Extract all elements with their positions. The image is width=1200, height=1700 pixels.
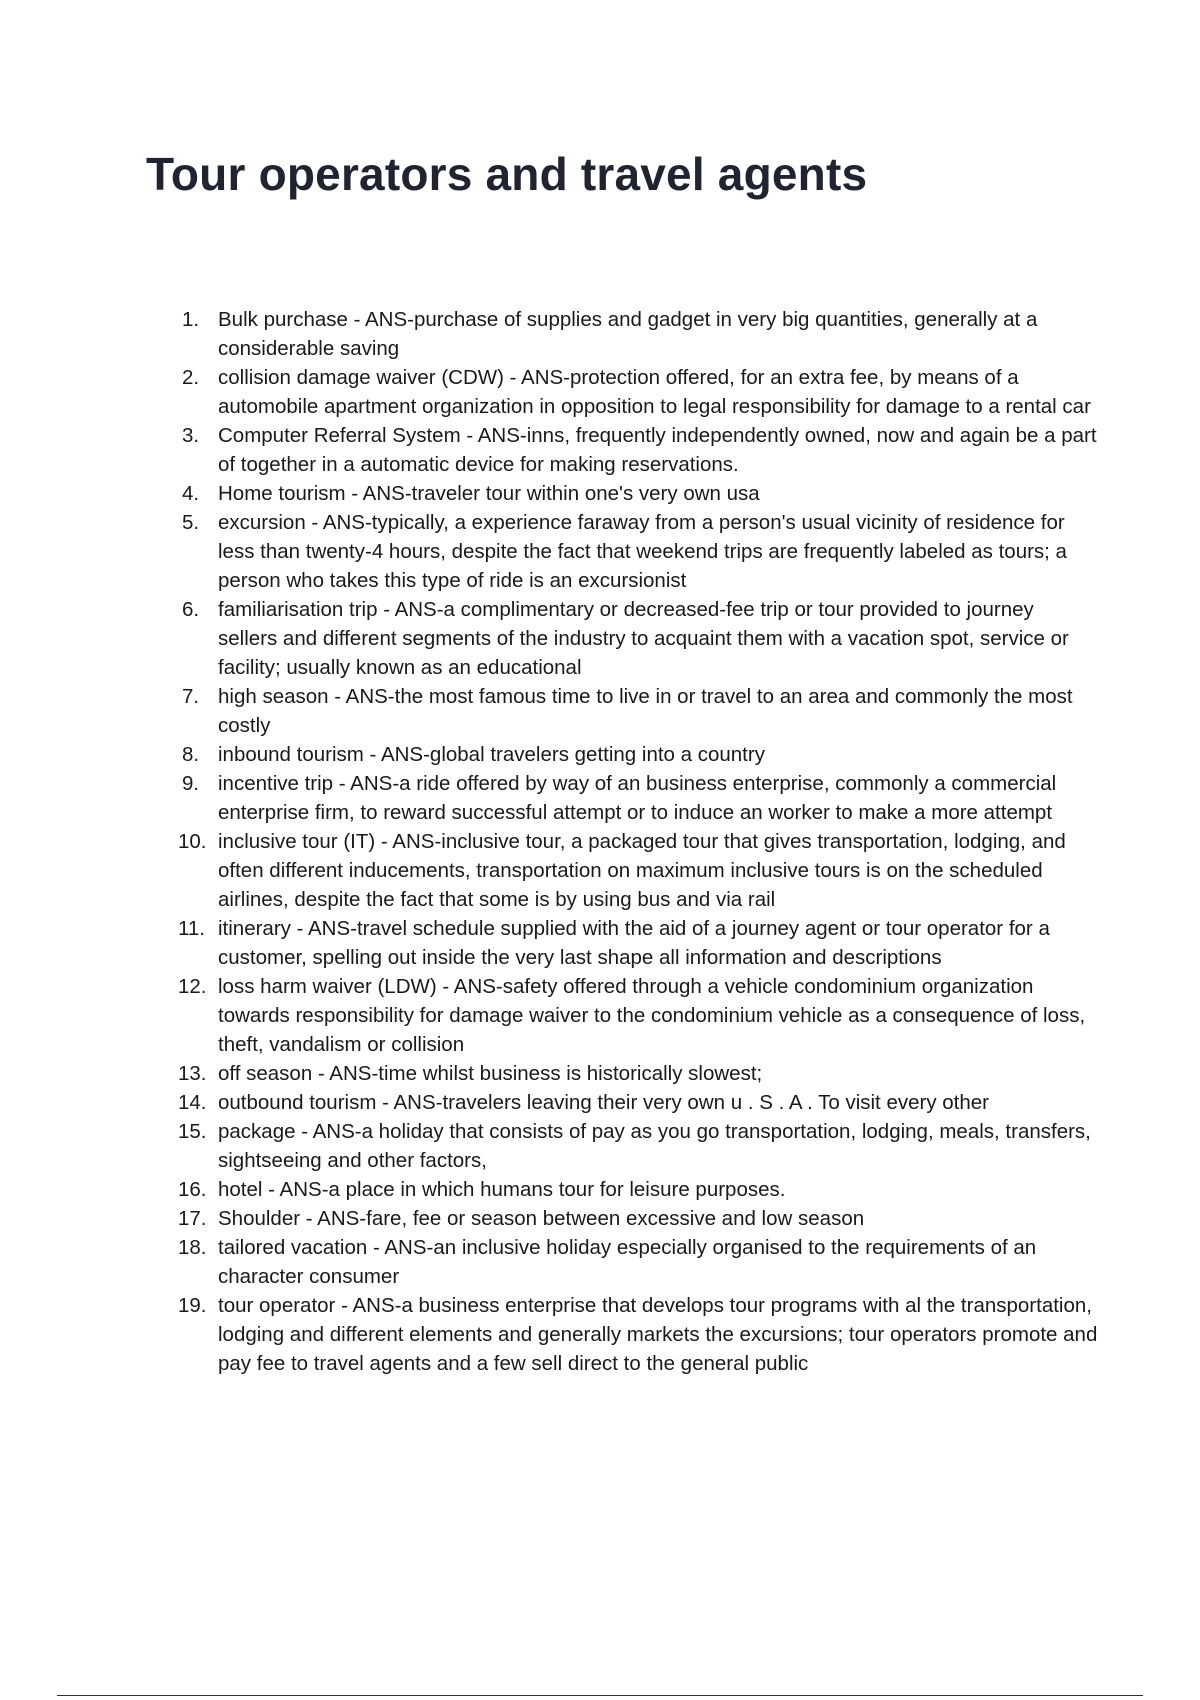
- list-item: [178, 508, 1098, 595]
- list-item: [178, 769, 1098, 827]
- list-item-text: Bulk purchase - ANS-purchase of supplies and gadget in very big quantities, generally at a considerable saving: [218, 308, 1038, 360]
- list-item-text: Shoulder - ANS-fare, fee or season between excessive and low season: [218, 1207, 865, 1230]
- list-item-number: 3.: [182, 424, 200, 447]
- list-item: [178, 682, 1098, 740]
- list-item-number: 9.: [182, 772, 200, 795]
- page-title: Tour operators and travel agents: [146, 148, 868, 200]
- list-item-number: 16.: [178, 1178, 207, 1201]
- list-item-number: 2.: [182, 366, 200, 389]
- list-item: [178, 827, 1098, 914]
- list-item-number: 17.: [178, 1207, 207, 1230]
- list-item-text: incentive trip - ANS-a ride offered by way of an business enterprise, commonly a commercial enterprise firm, to reward successful attempt or to induce an worker to make a more attempt: [218, 772, 1057, 824]
- list-item-text: excursion - ANS-typically, a experience faraway from a person's usual vicinity of residence for less than twenty-4 hours, despite the fact that weekend trips are frequently labeled as tours; a person who takes this type of ride is an excursionist: [218, 511, 1067, 592]
- list-item-text: inclusive tour (IT) - ANS-inclusive tour, a packaged tour that gives transportation, lodging, and often different inducements, transportation on maximum inclusive tours is on the scheduled airlines, despite the fact that some is by using bus and via rail: [218, 830, 1066, 911]
- footer-divider: [57, 1695, 1143, 1696]
- list-item: [178, 740, 1098, 769]
- list-item-text: collision damage waiver (CDW) - ANS-protection offered, for an extra fee, by means of a automobile apartment organization in opposition to legal responsibility for damage to a rental car: [218, 366, 1091, 418]
- list-item-text: tailored vacation - ANS-an inclusive holiday especially organised to the requirements of an character consumer: [218, 1236, 1037, 1288]
- definitions-list: [178, 305, 1098, 1378]
- list-item-text: inbound tourism - ANS-global travelers getting into a country: [218, 743, 765, 766]
- list-item-text: hotel - ANS-a place in which humans tour for leisure purposes.: [218, 1178, 786, 1201]
- list-item-text: tour operator - ANS-a business enterprise that develops tour programs with al the transportation, lodging and different elements and generally markets the excursions; tour operators promote and pay fee to travel agents and a few sell direct to the general public: [218, 1294, 1098, 1375]
- list-item-number: 1.: [182, 308, 200, 331]
- list-item-number: 11.: [178, 917, 205, 940]
- list-item-number: 6.: [182, 598, 200, 621]
- list-item: [178, 595, 1098, 682]
- list-item-number: 13.: [178, 1062, 207, 1085]
- list-item: [178, 305, 1098, 363]
- list-item-number: 15.: [178, 1120, 207, 1143]
- list-item-text: itinerary - ANS-travel schedule supplied with the aid of a journey agent or tour operator for a customer, spelling out inside the very last shape all information and descriptions: [218, 917, 1050, 969]
- list-item-text: off season - ANS-time whilst business is historically slowest;: [218, 1062, 763, 1085]
- list-item: [178, 1204, 1098, 1233]
- list-item: [178, 972, 1098, 1059]
- list-item: [178, 1117, 1098, 1175]
- list-item-number: 19.: [178, 1294, 207, 1317]
- list-item: [178, 1088, 1098, 1117]
- list-item-number: 10.: [178, 830, 207, 853]
- list-item-number: 7.: [182, 685, 200, 708]
- list-item-number: 8.: [182, 743, 200, 766]
- list-item-text: Computer Referral System - ANS-inns, frequently independently owned, now and again be a part of together in a automatic device for making reservations.: [218, 424, 1097, 476]
- list-item-text: familiarisation trip - ANS-a complimentary or decreased-fee trip or tour provided to journey sellers and different segments of the industry to acquaint them with a vacation spot, service or facility; usually known as an educational: [218, 598, 1069, 679]
- list-item-text: Home tourism - ANS-traveler tour within one's very own usa: [218, 482, 760, 505]
- list-item: [178, 479, 1098, 508]
- list-item: [178, 1175, 1098, 1204]
- list-item: [178, 914, 1098, 972]
- list-item: [178, 1291, 1098, 1378]
- list-item-text: loss harm waiver (LDW) - ANS-safety offered through a vehicle condominium organization towards responsibility for damage waiver to the condominium vehicle as a consequence of loss, theft, vandalism or collision: [218, 975, 1086, 1056]
- list-item-number: 14.: [178, 1091, 207, 1114]
- list-item-text: outbound tourism - ANS-travelers leaving their very own u . S . A . To visit every other: [218, 1091, 990, 1114]
- list-item-text: package - ANS-a holiday that consists of pay as you go transportation, lodging, meals, transfers, sightseeing and other factors,: [218, 1120, 1091, 1172]
- list-item-text: high season - ANS-the most famous time to live in or travel to an area and commonly the most costly: [218, 685, 1073, 737]
- list-item-number: 12.: [178, 975, 207, 998]
- list-item-number: 18.: [178, 1236, 207, 1259]
- list-item: [178, 363, 1098, 421]
- list-item: [178, 1233, 1098, 1291]
- list-item: [178, 1059, 1098, 1088]
- list-item: [178, 421, 1098, 479]
- list-item-number: 5.: [182, 511, 200, 534]
- list-item-number: 4.: [182, 482, 200, 505]
